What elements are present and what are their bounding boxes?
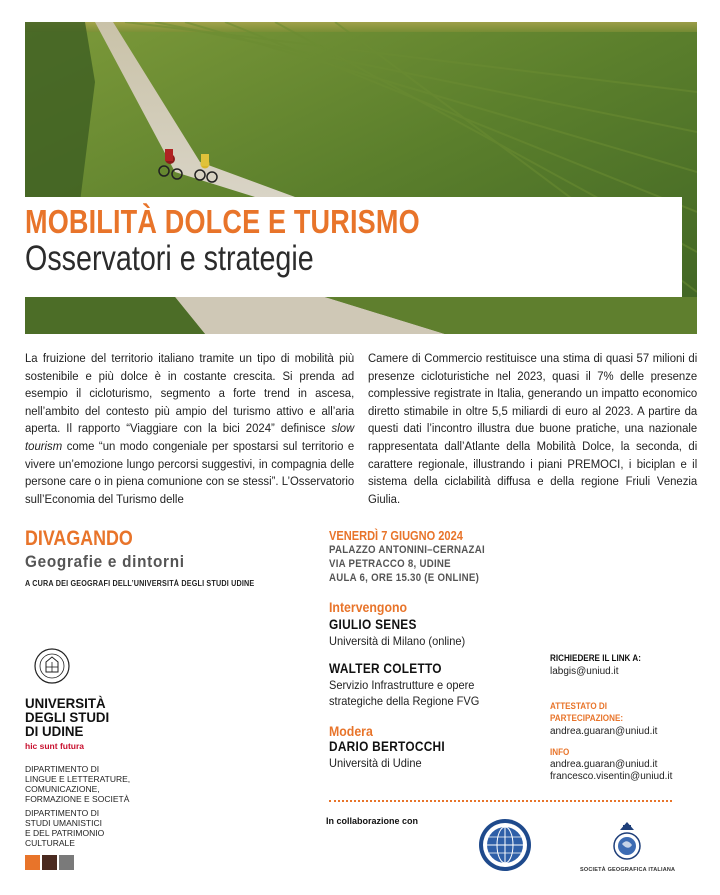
university-name-line: UNIVERSITÀ: [25, 695, 106, 711]
color-swatches: [25, 855, 74, 870]
department-1: [25, 764, 130, 804]
link-email[interactable]: labgis@uniud.it: [550, 666, 619, 677]
speaker-name: WALTER COLETTO: [329, 661, 442, 676]
university-name-line: DI UDINE: [25, 723, 84, 739]
collaboration-label: In collaborazione con: [326, 816, 419, 826]
series-subtitle: Geografie e dintorni: [25, 552, 185, 571]
series-title: DIVAGANDO: [25, 527, 133, 550]
series-credit: A CURA DEI GEOGRAFI DELL’UNIVERSITÀ DEGLI STUDI UDINE: [25, 579, 255, 588]
swatch: [25, 855, 40, 870]
info-label: INFO: [550, 747, 570, 757]
body-text-part: La fruizione del territorio italiano tramite un tipo di mobilità più sostenibile e più dolce è in costante crescita. Si prenda ad esempio il cicloturismo, segmento a forte trend in ascesa, nell’ambito del contesto più ampio del turismo attivo e all’aria aperta. Il rapporto “Viaggiare con la bici 2024” definisce: [25, 351, 355, 436]
event-place-line: VIA PETRACCO 8, UDINE: [329, 558, 451, 570]
event-details: [329, 528, 506, 771]
event-place-line: PALAZZO ANTONINI–CERNAZAI: [329, 544, 485, 556]
university-seal-icon: [34, 648, 70, 684]
info-email[interactable]: francesco.visentin@uniud.it: [550, 771, 673, 782]
moderator-name: DARIO BERTOCCHI: [329, 739, 445, 754]
divider: [329, 800, 672, 802]
swatch: [42, 855, 57, 870]
attestato-email[interactable]: andrea.guaran@uniud.it: [550, 726, 658, 737]
department-line: COMUNICAZIONE,: [25, 784, 100, 794]
speaker-affiliation: strategiche della Regione FVG: [329, 694, 480, 708]
department-line: FORMAZIONE E SOCIETÀ: [25, 794, 130, 804]
body-text-part: Camere di Commercio restituisce una stima di quasi 57 milioni di presenze cicloturistiche nel 2023, quasi il 7% delle presenze complessive registrate in Italia, generando un impatto economico diretto stimabile in oltre 5,5 miliardi di euro al 2023. A partire da questi dati l’incontro illustra due buone pratiche, una nazionale rappresentata dall’Atlante della Mobilità Dolce, la seconda, di carattere regionale, illustrando i piani PREMOCI, i biciplan e il sistema della ciclabilità diffusa e della regione Friuli Venezia Giulia.: [368, 351, 698, 506]
attestato-label: ATTESTATO DI: [550, 701, 608, 711]
event-date: VENERDÌ 7 GIUGNO 2024: [329, 528, 463, 543]
moderator-affiliation: Università di Udine: [329, 756, 422, 770]
department-line: STUDI UMANISTICI: [25, 818, 102, 828]
title-box: [25, 197, 682, 297]
info-email[interactable]: andrea.guaran@uniud.it: [550, 759, 658, 770]
event-subtitle: Osservatori e strategie: [25, 239, 314, 278]
event-title: MOBILITÀ DOLCE E TURISMO: [25, 203, 420, 240]
link-label: RICHIEDERE IL LINK A:: [550, 653, 641, 663]
department-line: CULTURALE: [25, 838, 75, 848]
department-line: LINGUE E LETTERATURE,: [25, 774, 131, 784]
university-name: [25, 696, 185, 738]
event-place-line: AULA 6, ORE 15.30 (E ONLINE): [329, 572, 480, 584]
swatch: [59, 855, 74, 870]
partner-globe-logo-icon: [478, 818, 532, 872]
department-line: DIPARTIMENTO DI: [25, 764, 100, 774]
body-text-column-2: [368, 350, 697, 508]
speakers-label: Intervengono: [329, 599, 408, 615]
body-text-column-1: [25, 350, 354, 508]
body-text-italic: slow tourism: [25, 421, 355, 453]
university-name-line: DEGLI STUDI: [25, 709, 110, 725]
university-motto: hic sunt futura: [25, 741, 85, 751]
attestato-label: PARTECIPAZIONE:: [550, 713, 624, 723]
speaker-name: GIULIO SENES: [329, 617, 417, 632]
body-text-part: come “un modo congeniale per spostarsi sul territorio e vivere un’emozione lungo percorsi suggestivi, in compagnia delle persone care o in piena comunione con se stessi”. L’Osservatorio sull’Economia del Turismo delle: [25, 438, 355, 506]
attestato-info: [550, 700, 657, 738]
moderator-label: Modera: [329, 723, 373, 739]
department-line: DIPARTIMENTO DI: [25, 808, 100, 818]
department-line: E DEL PATRIMONIO: [25, 828, 105, 838]
link-request: [550, 652, 651, 678]
contact-info: [550, 746, 672, 783]
speaker-affiliation: Servizio Infrastrutture e opere: [329, 678, 475, 692]
department-2: [25, 808, 104, 848]
speaker-affiliation: Università di Milano (online): [329, 634, 466, 648]
sgi-logo-text: SOCIETÀ GEOGRAFICA ITALIANA: [580, 867, 676, 873]
